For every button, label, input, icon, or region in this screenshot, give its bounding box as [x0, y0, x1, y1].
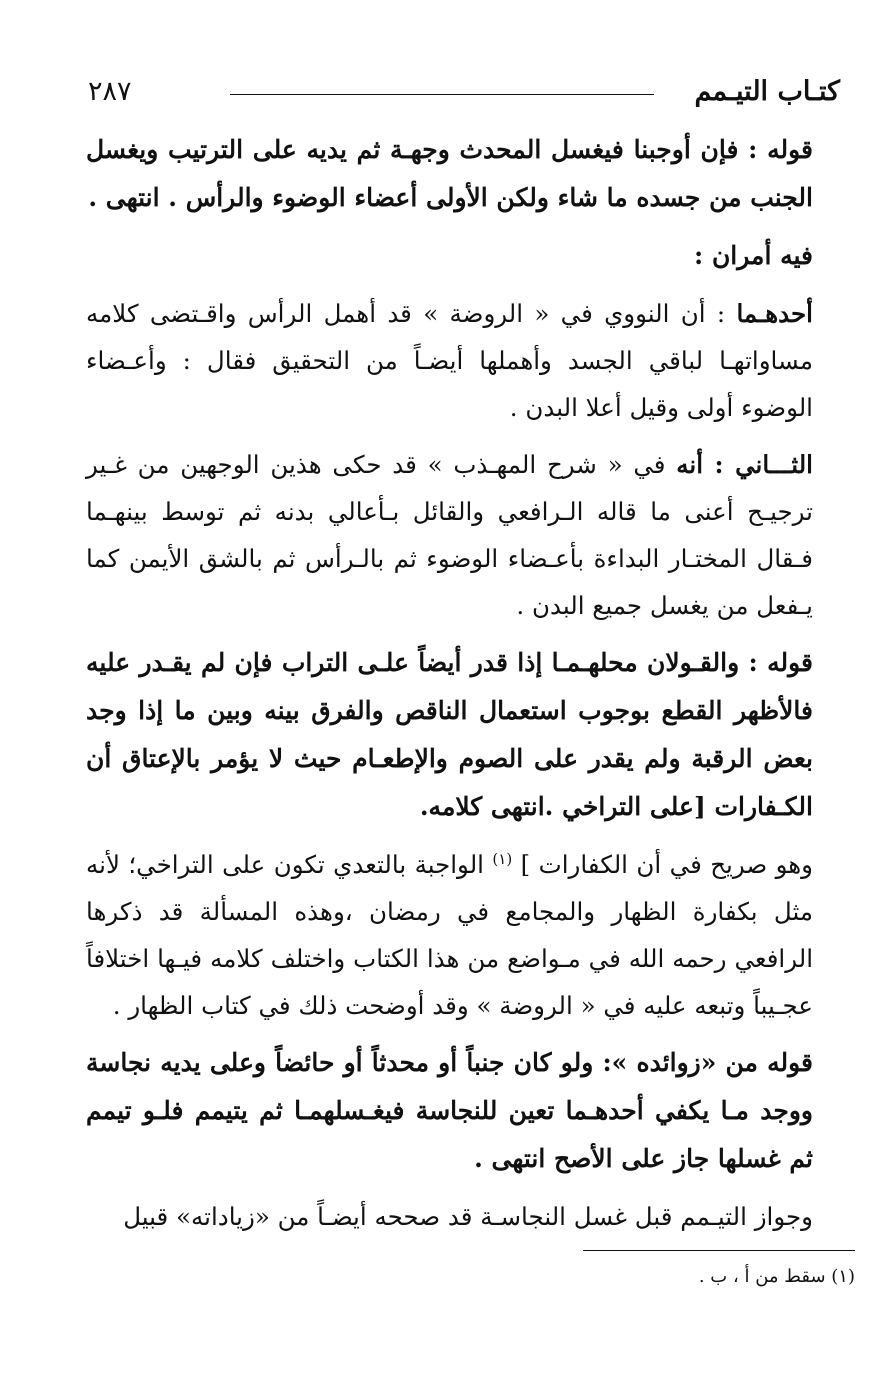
paragraph-text: الواجبة بالتعدي تكون على التراخي؛ لأنه مثل بكفارة الظهار والمجامع في رمضان ،وهذه المسألة قد ذكرها الرافعي رحمه الله في مـواضع من هذا الكتاب واختلف كلامه فيـها اختلافاً عجـيباً وتبعه عليه في « الروضة » وقد أوضحت ذلك في كتاب الظهار .: [86, 850, 813, 1020]
paragraph-text: قوله من «زوائده »: ولو كان جنباً أو محدثاً أو حائضاً وعلى يديه نجاسة ووجد مـا يكفي أحدهـما تعين للنجاسة فيغـسلهمـا ثم يتيمم فلـو تيمم ثم غسلها جاز على الأصح انتهى .: [86, 1048, 813, 1173]
paragraph-text: فيه أمران :: [694, 241, 813, 270]
paragraph-second-point: [86, 441, 813, 629]
paragraph-text: قوله : فإن أوجبنا فيغسل المحدث وجهـة ثم يديه على الترتيب ويغسل الجنب من جسده ما شاء ولكن الأولى أعضاء الوضوء والرأس . انتهى .: [86, 135, 813, 212]
paragraph-quote-4: [86, 1039, 813, 1183]
paragraph-text: : أن النووي في « الروضة » قد أهمل الرأس واقـتضى كلامه مساواتهـا لباقي الجسد وأهملها أيضـاً من التحقيق فقال : وأعـضاء الوضوء أولى وقيل أعلا البدن .: [86, 299, 813, 422]
running-title: كتـاب التيـمم: [694, 76, 840, 107]
footnote-marker: (١): [492, 849, 513, 868]
paragraph-last: [86, 1193, 813, 1240]
page-body: [86, 126, 813, 1240]
paragraph-text: قوله : والقـولان محلهـمـا إذا قدر أيضاً علـى التراب فإن لم يقـدر عليه فالأظهر القطع بوجوب استعمال الناقص والفرق بينه وبين ما إذا وجد بعض الرقبة ولم يقدر على الصوم والإطعـام حيث لا يؤمر بالإعتاق أن الكـفارات [على التراخي .انتهى كلامه.: [86, 648, 813, 821]
paragraph-first-point: [86, 290, 813, 431]
page-number: ٢٨٧: [88, 76, 132, 107]
footnote: (١) سقط من أ ، ب .: [698, 1266, 855, 1287]
paragraph-quote-1: [86, 126, 813, 222]
paragraph-text: في « شرح المهـذب » قد حكى هذين الوجهين من غـير ترجيـح أعنى ما قاله الـرافعي والقائل بـأعالي بدنه ثم توسط بينهـما فـقال المختـار البداءة بأعـضاء الوضوء ثم بالـرأس ثم بالشق الأيمن كما يـفعل من يغسل جميع البدن .: [86, 450, 813, 620]
header-rule: [230, 94, 654, 95]
paragraph-lead: الثـــاني : أنه: [676, 450, 813, 479]
page-header: [88, 74, 840, 114]
footnote-rule: [583, 1250, 855, 1251]
paragraph-quote-2: [86, 232, 813, 280]
paragraph-lead: أحدهـما: [736, 299, 813, 328]
paragraph-text: وجواز التيـمم قبل غسل النجاسـة قد صححه أيضـاً من «زياداته» قبيل: [123, 1202, 813, 1231]
paragraph-quote-3: [86, 639, 813, 831]
paragraph-commentary: [86, 841, 813, 1029]
paragraph-text-before: وهو صريح في أن الكفارات ]: [520, 850, 814, 879]
